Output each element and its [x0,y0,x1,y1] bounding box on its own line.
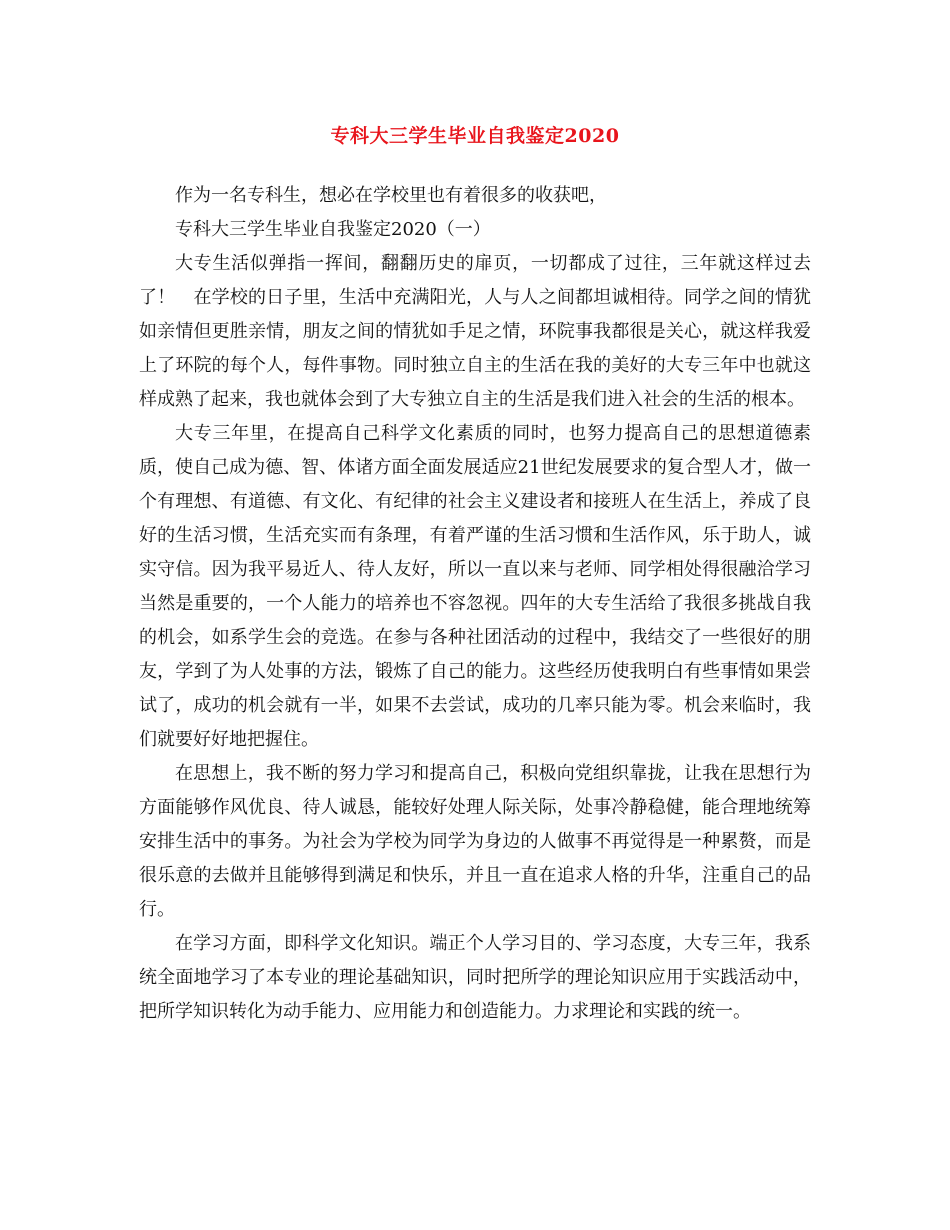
paragraph-ideology: 在思想上，我不断的努力学习和提高自己，积极向党组织靠拢，让我在思想行为方面能够作风优良、待人诚恳，能较好处理人际关际，处事冷静稳健，能合理地统筹安排生活中的事务。为社会为学校为同学为身边的人做事不再觉得是一种累赘，而是很乐意的去做并且能够得到满足和快乐，并且一直在追求人格的升华，注重自己的品行。 [139,763,811,920]
document-title: 专科大三学生毕业自我鉴定2020 [330,125,620,147]
paragraph-college-life: 大专生活似弹指一挥间，翻翻历史的扉页，一切都成了过往，三年就这样过去了！ 在学校的日子里，生活中充满阳光，人与人之间都坦诚相待。同学之间的情犹如亲情但更胜亲情，朋友之间的情犹如手足之情，环院事我都很是关心，就这样我爱上了环院的每个人，每件事物。同时独立自主的生活在我的美好的大专三年中也就这样成熟了起来，我也就体会到了大专独立自主的生活是我们进入社会的生活的根本。 [139,253,811,410]
paragraph-intro: 作为一名专科生，想必在学校里也有着很多的收获吧， [175,185,607,206]
document-body [139,179,811,1029]
paragraph-section-heading: 专科大三学生毕业自我鉴定2020（一） [175,219,491,240]
paragraph-study: 在学习方面，即科学文化知识。端正个人学习目的、学习态度，大专三年，我系统全面地学习了本专业的理论基础知识，同时把所学的理论知识应用于实践活动中，把所学知识转化为动手能力、应用能力和创造能力。力求理论和实践的统一。 [139,933,811,1022]
paragraph-three-years: 大专三年里，在提高自己科学文化素质的同时，也努力提高自己的思想道德素质，使自己成为德、智、体诸方面全面发展适应21世纪发展要求的复合型人才，做一个有理想、有道德、有文化、有纪律的社会主义建设者和接班人在生活上，养成了良好的生活习惯，生活充实而有条理，有着严谨的生活习惯和生活作风，乐于助人，诚实守信。因为我平易近人、待人友好，所以一直以来与老师、同学相处得很融洽学习当然是重要的，一个人能力的培养也不容忽视。四年的大专生活给了我很多挑战自我的机会，如系学生会的竞选。在参与各种社团活动的过程中，我结交了一些很好的朋友，学到了为人处事的方法，锻炼了自己的能力。这些经历使我明白有些事情如果尝试了，成功的机会就有一半，如果不去尝试，成功的几率只能为零。机会来临时，我们就要好好地把握住。 [139,423,811,750]
